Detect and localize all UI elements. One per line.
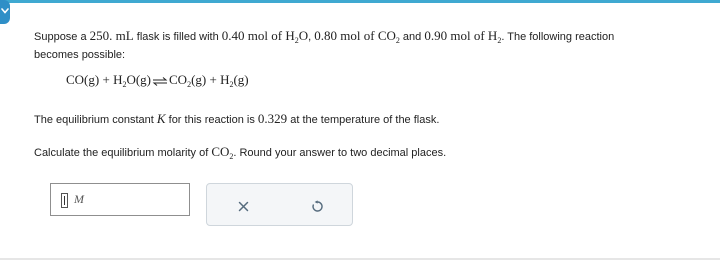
plus-sign: + (206, 72, 221, 87)
instruction-text (34, 143, 446, 162)
text-cursor-icon (61, 193, 68, 208)
x-icon (238, 201, 249, 212)
reactant-co: CO(g) (66, 72, 100, 87)
formula-part: H (285, 28, 295, 43)
top-accent-bar (0, 0, 720, 3)
clear-button[interactable] (231, 194, 255, 218)
equilibrium-arrow-icon (152, 77, 168, 86)
plus-sign: + (99, 72, 114, 87)
reset-button[interactable] (305, 194, 329, 218)
undo-icon (311, 200, 324, 213)
collapse-tab[interactable] (0, 0, 10, 24)
formula-subscript: 2 (187, 80, 192, 89)
question-text: of (360, 28, 378, 43)
question-line-2: becomes possible: (34, 49, 126, 61)
formula-part: CO (169, 72, 188, 87)
formula-subscript: 2 (395, 36, 400, 45)
formula-part: H (487, 28, 498, 43)
h2-formula (488, 28, 501, 43)
product-co2 (169, 72, 206, 87)
formula-part: CO (211, 144, 230, 159)
h2o-formula (285, 28, 308, 43)
formula-part: (g) (191, 72, 207, 87)
reactant-h2o (113, 72, 151, 87)
formula-part: H (220, 72, 230, 87)
question-text: of (470, 28, 488, 43)
formula-part: O(g) (126, 72, 151, 87)
question-text: Suppose a (34, 31, 90, 43)
question-text: of (267, 28, 286, 43)
statement-text: The equilibrium constant (34, 114, 157, 126)
statement-text: at the temperature of the flask. (287, 114, 440, 126)
volume-unit: mL (112, 28, 134, 43)
question-text: , (308, 31, 315, 43)
answer-input[interactable] (50, 183, 190, 216)
formula-part: CO (377, 28, 396, 43)
question-text: and (399, 31, 425, 43)
co2-formula (378, 28, 400, 43)
instruction-part: Calculate the equilibrium molarity of (34, 147, 212, 159)
k-value: 0.329 (257, 111, 288, 126)
formula-part: O (298, 28, 309, 43)
h2-amount: 0.90 mol (424, 28, 471, 43)
formula-subscript: 2 (497, 36, 502, 45)
equilibrium-statement (34, 110, 439, 129)
formula-subscript: 2 (229, 152, 234, 161)
question-line-1 (34, 27, 614, 46)
formula-part: H (113, 72, 123, 87)
volume-value: 250. (89, 28, 113, 43)
answer-actions (206, 183, 353, 226)
formula-part: (g) (233, 72, 249, 87)
formula-subscript: 2 (294, 36, 299, 45)
reaction-equation (66, 72, 249, 88)
question-text: flask is filled with (133, 31, 222, 43)
product-h2 (220, 72, 249, 87)
statement-text: for this reaction is (165, 114, 258, 126)
co2-formula (211, 144, 233, 159)
formula-subscript: 2 (229, 80, 234, 89)
co-amount: 0.80 mol (314, 28, 361, 43)
question-text: . The following reaction (501, 31, 615, 43)
chevron-down-icon (1, 7, 9, 15)
k-symbol: K (156, 111, 166, 126)
answer-unit: M (74, 192, 84, 206)
formula-subscript: 2 (122, 80, 127, 89)
h2o-amount: 0.40 mol (221, 28, 268, 43)
instruction-part: . Round your answer to two decimal places. (233, 147, 447, 159)
